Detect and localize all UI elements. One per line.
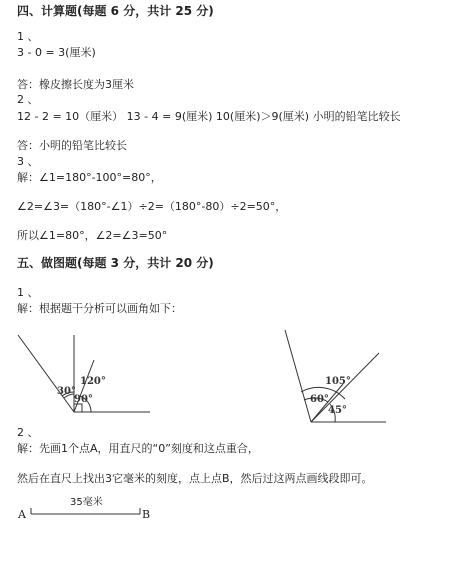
q2-answer: 答：小明的铅笔比较长	[17, 139, 127, 152]
q3-line-1: 解：∠1=180°-100°=80°，	[17, 171, 162, 184]
fig1-label-a: 30°	[57, 386, 76, 397]
s5-q2-number: 2 、	[17, 426, 39, 439]
q3-number: 3 、	[17, 155, 39, 168]
q1-answer: 答：橡皮擦长度为3厘米	[17, 78, 134, 91]
q2-calculation: 12 - 2 = 10（厘米） 13 - 4 = 9(厘米) 10(厘米)＞9(厘米) 小明的铅笔比较长	[17, 110, 401, 123]
s5-q1-line: 解：根据题干分析可以画角如下：	[17, 302, 182, 315]
q3-line-2: ∠2=∠3=（180°-∠1）÷2=（180°-80）÷2=50°，	[17, 200, 287, 213]
s5-q2-line-1: 解：先画1个点A，用直尺的“0”刻度和这点重合，	[17, 442, 259, 455]
fig1-label-c: 120°	[80, 376, 106, 387]
q2-number: 2 、	[17, 93, 39, 106]
segment-ab	[31, 508, 140, 514]
q1-number: 1 、	[17, 30, 39, 43]
fig2-label-c: 45°	[328, 405, 347, 416]
segment-length-label: 35毫米	[70, 497, 103, 508]
s5-q2-line-2: 然后在直尺上找出3它毫米的刻度，点上点B，然后过这两点画线段即可。	[17, 472, 373, 485]
section5-title: 五、做图题(每题 3 分，共计 20 分)	[17, 256, 214, 270]
segment-label-a: A	[18, 508, 26, 521]
s5-q1-number: 1 、	[17, 286, 39, 299]
q3-line-3: 所以∠1=80°，∠2=∠3=50°	[17, 229, 168, 242]
section4-title: 四、计算题(每题 6 分，共计 25 分)	[17, 4, 214, 18]
fig2-label-a: 105°	[325, 376, 351, 387]
fig2-label-b: 60°	[310, 394, 329, 405]
segment-label-b: B	[142, 508, 151, 521]
fig1-label-b: 90°	[74, 394, 93, 405]
q1-calculation: 3 - 0 = 3(厘米)	[17, 46, 96, 59]
